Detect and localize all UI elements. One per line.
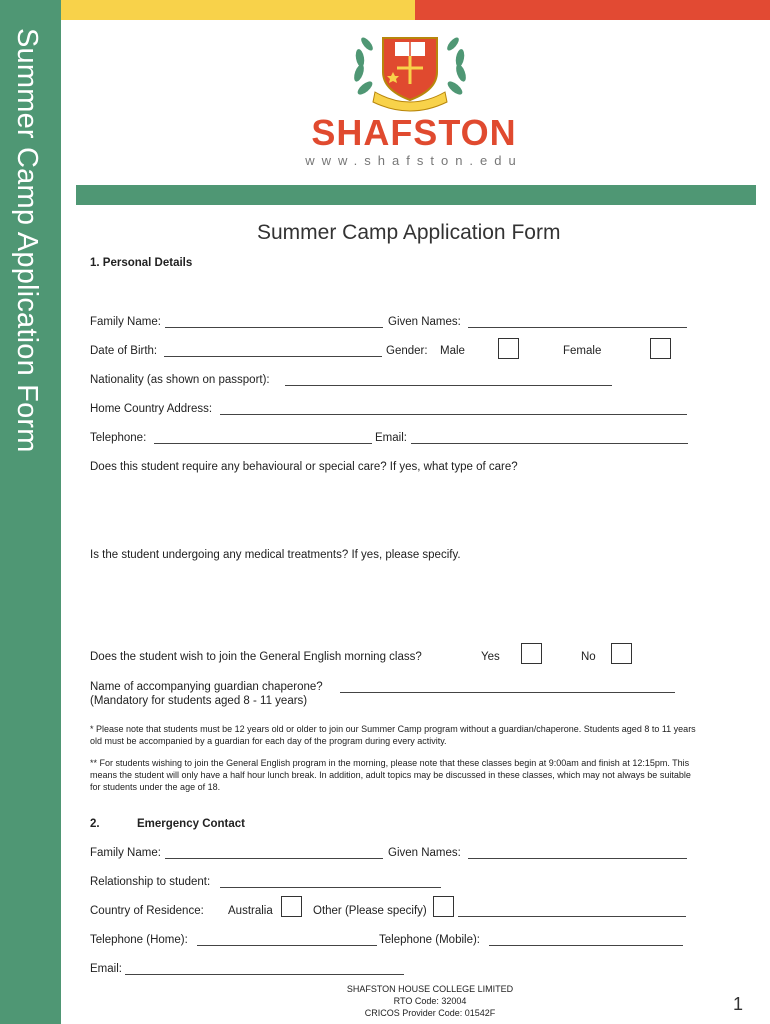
telephone-field[interactable] (154, 432, 372, 444)
relationship-label: Relationship to student: (90, 876, 211, 888)
email-label: Email: (375, 432, 407, 444)
given-names-label: Given Names: (388, 316, 461, 328)
header-bar-red (415, 0, 770, 20)
country-label: Country of Residence: (90, 905, 204, 917)
other-label: Other (Please specify) (313, 905, 427, 917)
brand-name: SHAFSTON (311, 112, 517, 153)
medical-question: Is the student undergoing any medical treatments? If yes, please specify. (90, 549, 461, 561)
family-name-label: Family Name: (90, 316, 161, 328)
sidebar-title: Summer Camp Application Form (11, 28, 43, 453)
dob-label: Date of Birth: (90, 345, 158, 357)
note-english-program: ** For students wishing to join the General English program in the morning, please note that these classes begin at 9:00am and finish at 12:15pm. This means the student will only have a half hour lunch break. In addition, adult topics may be discussed in these classes, which may not always be suitable for students under the age of 18. (90, 758, 691, 792)
page-number: 1 (733, 994, 744, 1014)
email-field[interactable] (411, 432, 688, 444)
given-names-field[interactable] (468, 316, 687, 328)
nationality-field[interactable] (285, 374, 612, 386)
dob-field[interactable] (164, 345, 382, 357)
green-band (76, 185, 756, 205)
ec-family-name-field[interactable] (165, 847, 383, 859)
tel-home-label: Telephone (Home): (90, 934, 188, 946)
guardian-label: Name of accompanying guardian chaperone? (90, 681, 323, 693)
section1-heading: 1. Personal Details (90, 257, 193, 269)
section2-number: 2. (90, 818, 100, 830)
male-label: Male (440, 345, 465, 357)
nationality-label: Nationality (as shown on passport): (90, 374, 270, 386)
footer-company: SHAFSTON HOUSE COLLEGE LIMITED (346, 984, 514, 994)
ec-given-names-field[interactable] (468, 847, 687, 859)
other-checkbox[interactable] (433, 896, 454, 917)
tel-mobile-label: Telephone (Mobile): (379, 934, 481, 946)
website-url: www.shafston.edu (305, 153, 523, 168)
header-bar-yellow (61, 0, 415, 20)
relationship-field[interactable] (220, 876, 441, 888)
guardian-note: (Mandatory for students aged 8 - 11 years) (90, 695, 308, 707)
family-name-field[interactable] (165, 316, 383, 328)
male-checkbox[interactable] (498, 338, 519, 359)
home-address-label: Home Country Address: (90, 403, 213, 415)
no-checkbox[interactable] (611, 643, 632, 664)
tel-mobile-field[interactable] (489, 934, 683, 946)
form-title: Summer Camp Application Form (257, 221, 561, 244)
tel-home-field[interactable] (197, 934, 377, 946)
gender-label: Gender: (386, 345, 428, 357)
ec-family-name-label: Family Name: (90, 847, 161, 859)
yes-label: Yes (481, 651, 500, 663)
home-address-field[interactable] (220, 403, 687, 415)
yes-checkbox[interactable] (521, 643, 542, 664)
care-question: Does this student require any behavioural or special care? If yes, what type of care? (90, 461, 518, 473)
female-label: Female (563, 345, 602, 357)
australia-label: Australia (228, 905, 273, 917)
footer-rto: RTO Code: 32004 (393, 996, 467, 1006)
female-checkbox[interactable] (650, 338, 671, 359)
ec-given-names-label: Given Names: (388, 847, 461, 859)
australia-checkbox[interactable] (281, 896, 302, 917)
other-country-field[interactable] (458, 905, 686, 917)
footer-cricos: CRICOS Provider Code: 01542F (364, 1008, 496, 1018)
english-question: Does the student wish to join the General English morning class? (90, 651, 422, 663)
shafston-crest-logo (345, 28, 475, 112)
guardian-field[interactable] (340, 681, 675, 693)
note-guardian: * Please note that students must be 12 years old or older to join our Summer Camp program without a guardian/chaperone. Students aged 8 to 11 years old must be accompanied by a guardian for each day of the program during every activity. (90, 724, 696, 746)
ec-email-field[interactable] (125, 963, 404, 975)
section2-heading: Emergency Contact (137, 818, 246, 830)
ec-email-label: Email: (90, 963, 122, 975)
telephone-label: Telephone: (90, 432, 147, 444)
no-label: No (581, 651, 596, 663)
